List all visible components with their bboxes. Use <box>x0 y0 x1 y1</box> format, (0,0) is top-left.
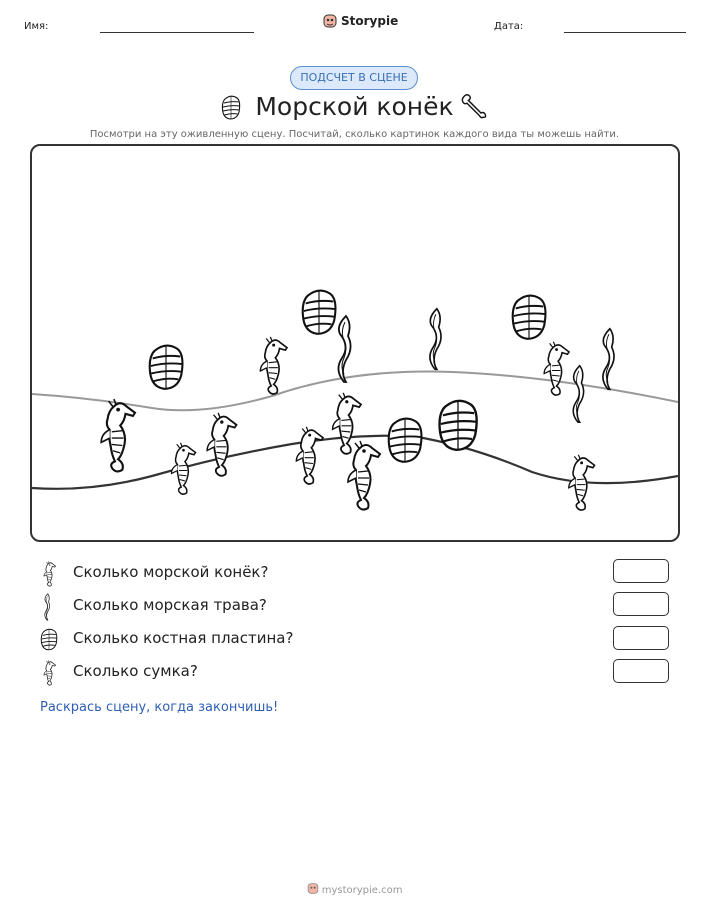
bone-plate <box>150 345 183 389</box>
footer-site[interactable]: mystorypie.com <box>321 885 403 896</box>
seaweed <box>573 366 583 423</box>
bone-plate <box>389 418 422 462</box>
instructions: Посмотри на эту оживленную сцену. Посчитай, сколько картинок каждого вида ты можешь найти. <box>89 129 620 140</box>
seahorse <box>260 337 287 394</box>
seahorse <box>544 342 569 395</box>
bone-plate-icon <box>40 627 58 651</box>
seahorse <box>296 427 323 484</box>
scene-illustration <box>32 146 678 540</box>
seaweed <box>430 309 441 370</box>
seahorse <box>348 441 380 510</box>
footer <box>0 882 709 896</box>
question-bone-plate: Сколько костная пластина? <box>73 629 294 647</box>
counting-scene <box>30 144 680 542</box>
pouch-seahorse-icon <box>40 660 58 686</box>
answer-box-pouch[interactable] <box>613 659 669 683</box>
bone-plate <box>513 295 546 339</box>
question-seaweed: Сколько морская трава? <box>73 596 267 614</box>
storypie-mascot-icon <box>307 882 319 895</box>
bone-plate <box>303 290 336 334</box>
closing-note: Раскрась сцену, когда закончишь! <box>40 700 279 715</box>
answer-box-seahorse[interactable] <box>613 559 669 583</box>
question-pouch: Сколько сумка? <box>73 662 198 680</box>
seaweed <box>603 329 614 390</box>
bone-plate <box>440 400 477 450</box>
name-label: Имя: <box>24 21 49 32</box>
date-field[interactable] <box>564 32 686 33</box>
seahorse <box>207 413 236 476</box>
date-label: Дата: <box>494 21 524 32</box>
brand-name: Storypie <box>341 14 399 28</box>
activity-tag: ПОДСЧЕТ В СЦЕНЕ <box>290 66 418 90</box>
seaweed <box>338 316 350 382</box>
seaweed-icon <box>40 593 54 621</box>
seahorse <box>172 443 196 494</box>
name-field[interactable] <box>100 32 254 33</box>
seahorse-icon <box>40 561 58 587</box>
question-seahorse: Сколько морской конёк? <box>73 563 269 581</box>
brand-logo <box>323 13 398 29</box>
answer-box-seaweed[interactable] <box>613 592 669 616</box>
bone-icon <box>460 92 488 120</box>
page-title: Морской конёк <box>255 92 454 121</box>
seahorse <box>101 399 135 471</box>
answer-box-bone-plate[interactable] <box>613 626 669 650</box>
storypie-mascot-icon <box>323 13 337 29</box>
